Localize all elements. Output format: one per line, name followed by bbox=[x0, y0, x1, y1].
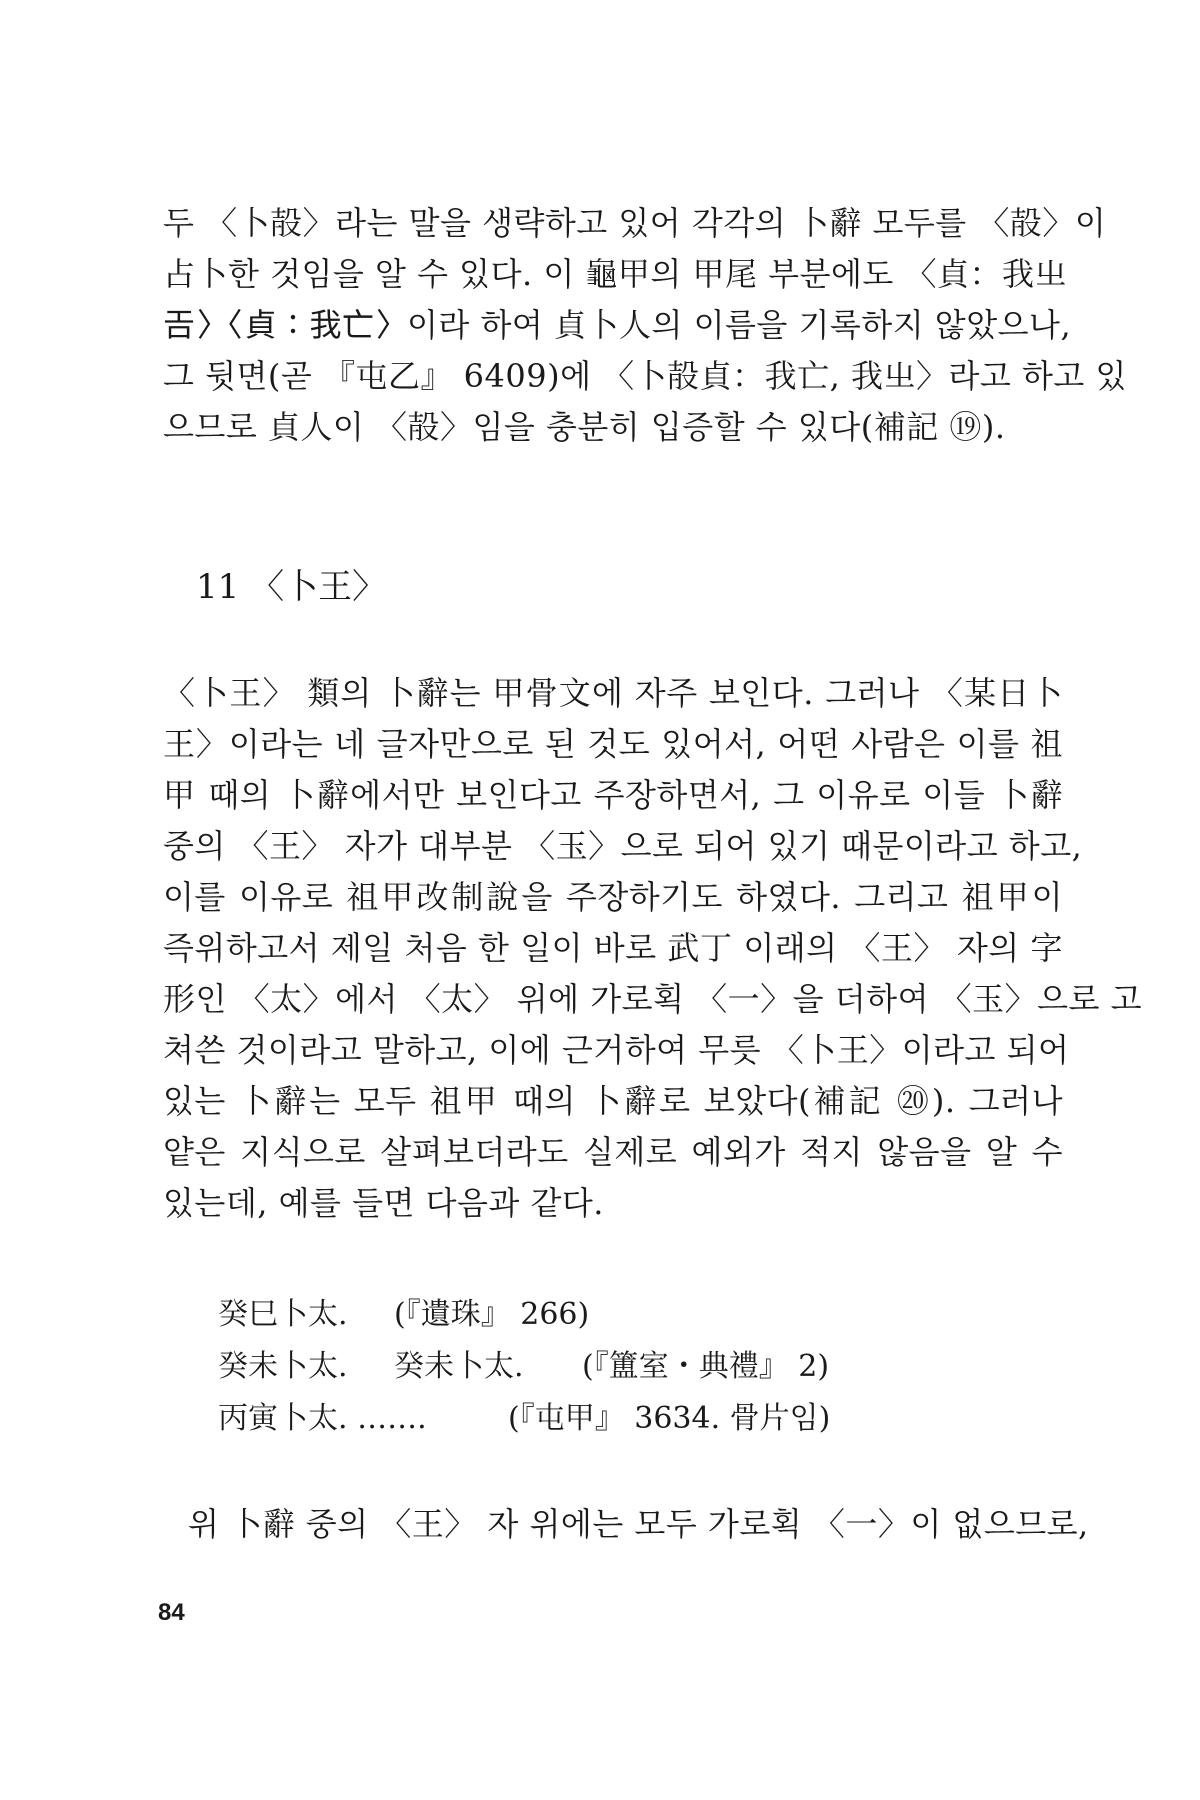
example-line bbox=[218, 1289, 830, 1341]
text-line: 甲 때의 卜辭에서만 보인다고 주장하면서, 그 이유로 이들 卜辭 bbox=[163, 776, 1063, 814]
text-line: 그 뒷면(곧 『屯乙』 6409)에 〈卜㱿貞：我亡, 我㞢〉라고 하고 있 bbox=[163, 357, 1127, 395]
text-line: 두 〈卜㱿〉라는 말을 생략하고 있어 각각의 卜辭 모두를 〈㱿〉이 bbox=[163, 204, 1107, 242]
text-line: 있는데, 예를 들면 다음과 같다. bbox=[163, 1184, 604, 1222]
text-line: 있는 卜辭는 모두 祖甲 때의 卜辭로 보았다(補記 ⑳). 그러나 bbox=[163, 1082, 1063, 1120]
page-number: 84 bbox=[158, 1599, 185, 1626]
text-line: 중의 〈王〉 자가 대부분 〈玉〉으로 되어 있기 때문이라고 하고, bbox=[163, 827, 1083, 865]
example-citation: (『簠室・典禮』 2) bbox=[582, 1349, 830, 1384]
example-citation: (『屯甲』 3634. 骨片임) bbox=[508, 1401, 831, 1436]
paragraph-3 bbox=[188, 1499, 1089, 1550]
text-line: 쳐쓴 것이라고 말하고, 이에 근거하여 무릇 〈卜王〉이라고 되어 bbox=[163, 1031, 1070, 1069]
inscription-examples bbox=[218, 1289, 830, 1445]
example-inscription: 癸未卜太. bbox=[394, 1349, 524, 1384]
example-inscription: 丙寅卜太. ……. bbox=[218, 1401, 427, 1436]
paragraph-2 bbox=[163, 668, 1143, 1229]
example-inscription: 癸未卜太. bbox=[218, 1349, 348, 1384]
example-citation: (『遺珠』 266) bbox=[394, 1297, 590, 1332]
text-line: 즉위하고서 제일 처음 한 일이 바로 武丁 이래의 〈王〉 자의 字 bbox=[163, 929, 1063, 967]
section-heading: 11 〈卜王〉 bbox=[196, 567, 387, 607]
paragraph-1 bbox=[163, 198, 1127, 453]
example-line bbox=[218, 1393, 830, 1445]
text-line: 形인 〈太〉에서 〈太〉 위에 가로획 〈一〉을 더하여 〈玉〉으로 고 bbox=[163, 980, 1143, 1018]
text-line: 위 卜辭 중의 〈王〉 자 위에는 모두 가로획 〈一〉이 없으므로, bbox=[188, 1505, 1089, 1543]
text-line: 얕은 지식으로 살펴보더라도 실제로 예외가 적지 않음을 알 수 bbox=[163, 1133, 1063, 1171]
example-inscription: 癸巳卜太. bbox=[218, 1297, 348, 1332]
text-line: 占卜한 것임을 알 수 있다. 이 龜甲의 甲尾 부분에도 〈貞：我㞢 bbox=[163, 255, 1067, 293]
text-line: 〈卜王〉 類의 卜辭는 甲骨文에 자주 보인다. 그러나 〈某日卜 bbox=[163, 674, 1063, 712]
text-line: 으므로 貞人이 〈㱿〉임을 충분히 입증할 수 있다(補記 ⑲). bbox=[163, 408, 1006, 446]
text-line: 이를 이유로 祖甲改制說을 주장하기도 하였다. 그리고 祖甲이 bbox=[163, 878, 1063, 916]
text-line: 𢀛〉〈貞：我亡〉이라 하여 貞卜人의 이름을 기록하지 않았으나, bbox=[163, 306, 1072, 344]
example-line bbox=[218, 1341, 830, 1393]
text-line: 王〉이라는 네 글자만으로 된 것도 있어서, 어떤 사람은 이를 祖 bbox=[163, 725, 1063, 763]
